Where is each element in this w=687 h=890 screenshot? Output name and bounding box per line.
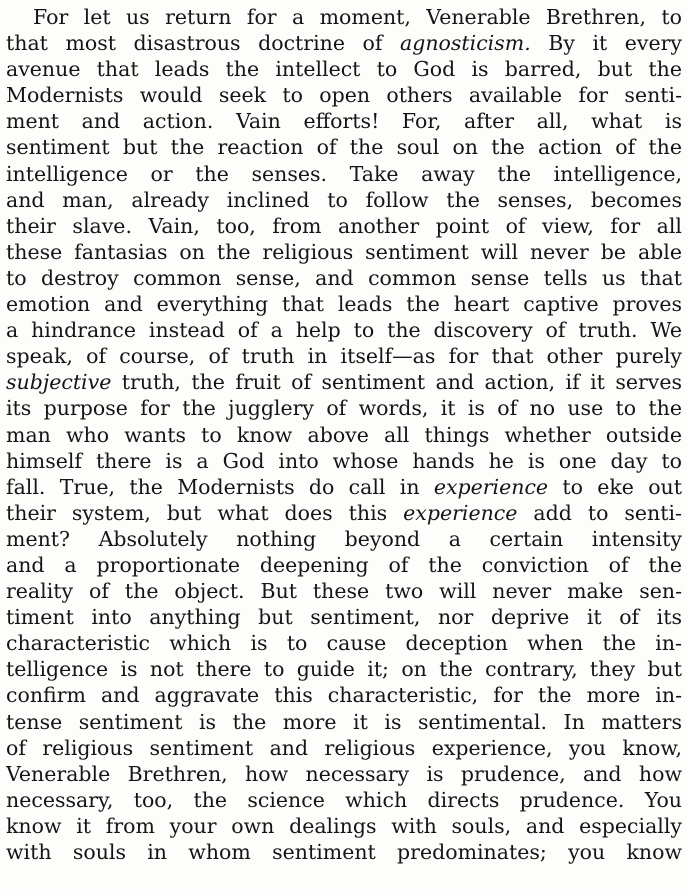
line-text: these fantasias on the religious sentiment will never be able <box>6 239 682 264</box>
line-text: necessary, too, the science which directs prudence. You <box>6 787 682 812</box>
italic-text: agnosticism. <box>400 31 531 56</box>
text-line <box>6 787 682 813</box>
line-text: know it from your own dealings with souls, and especially <box>6 813 682 838</box>
text-line <box>6 578 682 604</box>
line-text: tense sentiment is the more it is sentimental. In matters <box>6 709 682 734</box>
line-text: man who wants to know above all things whether outside <box>6 422 682 447</box>
text-line <box>6 813 682 839</box>
line-text: truth, the fruit of sentiment and action, if it serves <box>111 370 682 395</box>
text-line <box>6 134 682 160</box>
text-line <box>6 4 682 30</box>
text-line <box>6 239 682 265</box>
text-line <box>6 422 682 448</box>
text-line <box>6 656 682 682</box>
text-line <box>6 108 682 134</box>
line-text: himself there is a God into whose hands he is one day to <box>6 448 682 473</box>
line-text: timent into anything but sentiment, nor deprive it of its <box>6 605 682 630</box>
line-text: intelligence or the senses. Take away the intelligence, <box>6 161 682 186</box>
text-line <box>6 395 682 421</box>
text-line <box>6 343 682 369</box>
line-text: a hindrance instead of a help to the discovery of truth. We <box>6 318 682 343</box>
text-line <box>6 369 682 395</box>
text-line <box>6 56 682 82</box>
line-text: For let us return for a moment, Venerable Brethren, to <box>33 5 682 29</box>
line-text: their slave. Vain, too, from another point of view, for all <box>6 213 682 238</box>
line-text: reality of the object. But these two will never make sen- <box>6 579 682 604</box>
text-line <box>6 161 682 187</box>
line-text: Venerable Brethren, how necessary is prudence, and how <box>6 761 682 786</box>
text-line <box>6 30 682 56</box>
text-line <box>6 604 682 630</box>
text-line <box>6 839 682 865</box>
line-text: characteristic which is to cause deception when the in- <box>6 631 682 656</box>
line-text: that most disastrous doctrine of <box>6 31 400 56</box>
text-line <box>6 526 682 552</box>
line-text: speak, of course, of truth in itself—as for that other purely <box>6 344 682 369</box>
line-text: with souls in whom sentiment predominates; you know <box>6 840 682 864</box>
line-text: add to senti- <box>517 500 682 525</box>
text-line <box>6 552 682 578</box>
italic-text: experience <box>403 500 518 525</box>
line-text: telligence is not there to guide it; on the contrary, they but <box>6 657 682 682</box>
line-text: and man, already inclined to follow the senses, becomes <box>6 187 682 212</box>
text-line <box>6 213 682 239</box>
line-text: By it every <box>530 31 682 56</box>
text-line <box>6 82 682 108</box>
line-text: of religious sentiment and religious experience, you know, <box>6 735 682 760</box>
text-line <box>6 187 682 213</box>
text-line <box>6 709 682 735</box>
text-line <box>6 500 682 526</box>
line-text: and a proportionate deepening of the conviction of the <box>6 552 682 577</box>
line-text: its purpose for the jugglery of words, it is of no use to the <box>6 396 682 421</box>
line-text: confirm and aggravate this characteristic, for the more in- <box>6 683 682 708</box>
text-line <box>6 448 682 474</box>
text-line <box>6 291 682 317</box>
line-text: to eke out <box>548 474 682 499</box>
body-text <box>6 4 682 865</box>
text-line <box>6 735 682 761</box>
line-text: ment and action. Vain efforts! For, after all, what is <box>6 109 682 134</box>
line-text: emotion and everything that leads the heart captive proves <box>6 292 682 317</box>
text-line <box>6 630 682 656</box>
italic-text: subjective <box>6 370 112 395</box>
text-line <box>6 265 682 291</box>
text-line <box>6 474 682 500</box>
line-text: their system, but what does this <box>6 500 404 525</box>
line-text: Modernists would seek to open others available for senti- <box>6 83 682 108</box>
line-text: ment? Absolutely nothing beyond a certain intensity <box>6 526 682 551</box>
text-line <box>6 761 682 787</box>
line-text: avenue that leads the intellect to God is barred, but the <box>6 57 682 82</box>
line-text: fall. True, the Modernists do call in <box>6 474 434 499</box>
line-text: to destroy common sense, and common sense tells us that <box>6 265 682 290</box>
line-text: sentiment but the reaction of the soul on the action of the <box>6 135 682 160</box>
text-line <box>6 682 682 708</box>
italic-text: experience <box>433 474 549 499</box>
text-line <box>6 317 682 343</box>
